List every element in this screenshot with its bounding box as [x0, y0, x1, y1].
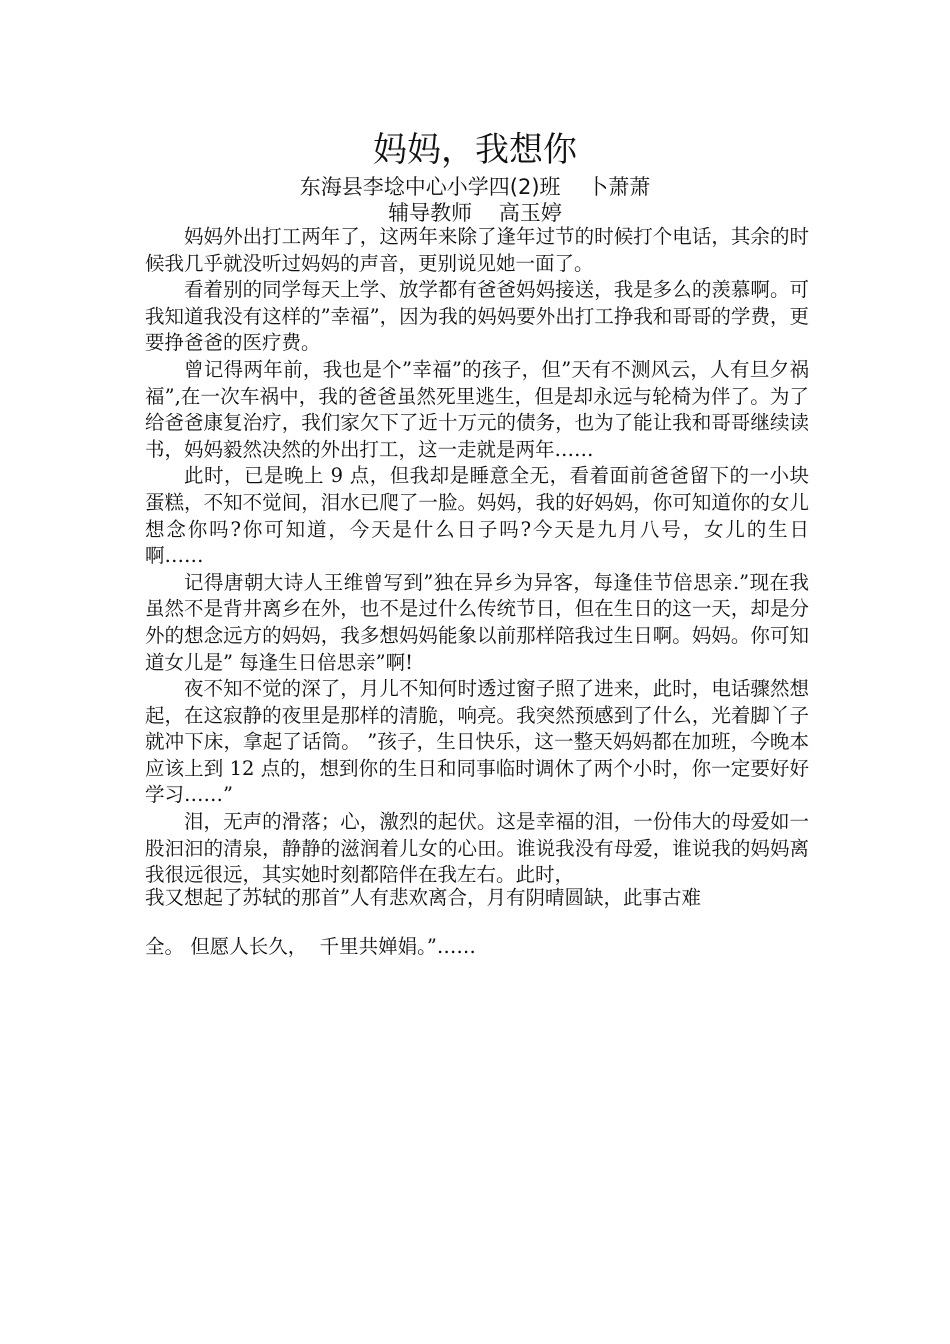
document-title: 妈妈，我想你	[373, 130, 577, 170]
paragraph: 夜不知不觉的深了，月儿不知何时透过窗子照了进来，此时，电话骤然想起，在这寂静的夜里是那样的清脆，响亮。我突然预感到了什么，光着脚丫子就冲下床，拿起了话筒。 ”孩子，生日快乐，这一整天妈妈都在加班，今晚本应该上到 12 点的，想到你的生日和同事临时调休了两个小时，你一定要好好学习……”	[145, 677, 809, 807]
paragraph: 看着别的同学每天上学、放学都有爸爸妈妈接送，我是多么的羡慕啊。可我知道我没有这样的”幸福”，因为我的妈妈要外出打工挣我和哥哥的学费，更要挣爸爸的医疗费。	[145, 278, 809, 355]
essay-body	[145, 224, 809, 889]
closing-line: 我又想起了苏轼的那首”人有悲欢离合，月有阴晴圆缺，此事古难	[145, 886, 701, 909]
closing-line: 全。 但愿人长久， 千里共婵娟。”……	[145, 935, 476, 958]
paragraph: 记得唐朝大诗人王维曾写到”独在异乡为异客，每逢佳节倍思亲.”现在我虽然不是背井离乡在外，也不是过什么传统节日，但在生日的这一天，却是分外的想念远方的妈妈，我多想妈妈能象以前那样陪我过生日啊。妈妈。你可知道女儿是” 每逢生日倍思亲”啊!	[145, 570, 809, 674]
author-school-line: 东海县李埝中心小学四(2)班 卜萧萧	[299, 175, 651, 199]
paragraph: 妈妈外出打工两年了，这两年来除了逢年过节的时候打个电话，其余的时候我几乎就没听过妈妈的声音，更别说见她一面了。	[145, 225, 809, 275]
paragraph: 曾记得两年前，我也是个”幸福”的孩子，但”天有不测风云，人有旦夕祸福”,在一次车祸中，我的爸爸虽然死里逃生，但是却永远与轮椅为伴了。为了给爸爸康复治疗，我们家欠下了近十万元的债务，也为了能让我和哥哥继续读书，妈妈毅然决然的外出打工，这一走就是两年……	[145, 357, 809, 461]
paragraph: 此时，已是晚上 9 点，但我却是睡意全无，看着面前爸爸留下的一小块蛋糕，不知不觉间，泪水已爬了一脸。妈妈，我的好妈妈，你可知道你的女儿想念你吗?你可知道，今天是什么日子吗?今天是九月八号，女儿的生日啊……	[145, 464, 809, 568]
paragraph: 泪，无声的滑落；心，激烈的起伏。这是幸福的泪，一份伟大的母爱如一股汩汩的清泉，静静的滋润着儿女的心田。谁说我没有母爱，谁说我的妈妈离我很远很远，其实她时刻都陪伴在我左右。此时，	[145, 810, 809, 887]
teacher-line: 辅导教师 高玉婷	[388, 201, 562, 225]
